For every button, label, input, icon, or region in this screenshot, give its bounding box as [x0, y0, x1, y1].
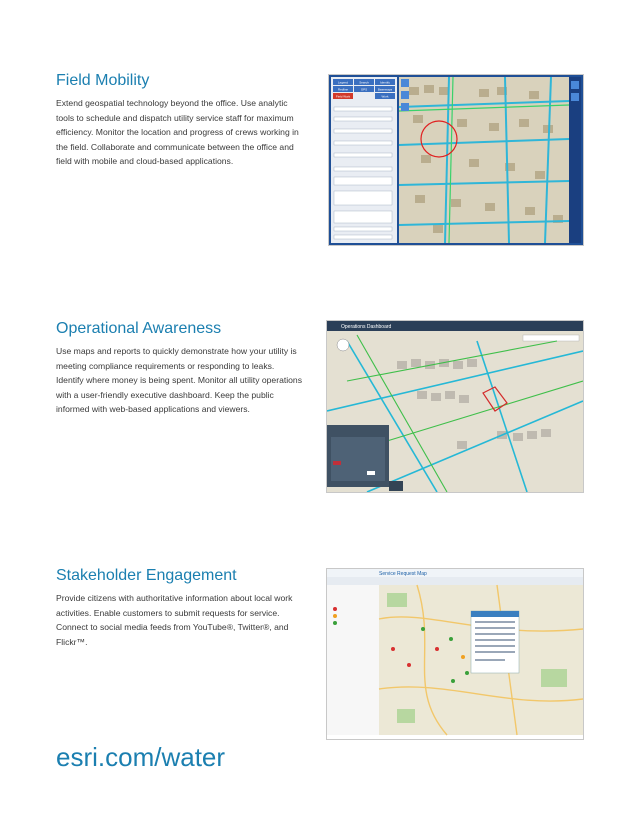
field-tab[interactable]: Work [381, 94, 389, 99]
footer-url-link[interactable]: esri.com/water [56, 742, 226, 772]
field-tab[interactable]: GPS [360, 87, 368, 92]
field-mobility-screenshot [328, 74, 584, 246]
section-body-field-mobility: Extend geospatial technology beyond the office. Use analytic tools to schedule and dispatch utility service staff for maximum efficiency. Monitor the location and progress of crews working in the field. Collaborate and communicate between the office and field with mobile and cloud-based applications. [56, 98, 299, 167]
field-tab[interactable]: Search [359, 80, 369, 85]
section-body-operational-awareness: Use maps and reports to quickly demonstrate how your utility is meeting compliance requirements or responding to leaks. Identify where money is being spent. Monitor all utility operations with a user-friendly executive dashboard. Keep the public informed with web-based applications and viewers. [56, 346, 303, 415]
service-request-map-screenshot [326, 568, 584, 740]
dashboard-title: Operations Dashboard [341, 324, 392, 330]
field-tab[interactable]: Basemaps [377, 87, 393, 92]
operations-dashboard-screenshot [326, 320, 584, 493]
section-title-operational-awareness: Operational Awareness [56, 320, 222, 337]
section-title-stakeholder-engagement: Stakeholder Engagement [56, 567, 237, 584]
operations-dashboard-map [327, 321, 583, 492]
section-title-field-mobility: Field Mobility [56, 72, 150, 89]
section-body-stakeholder-engagement: Provide citizens with authoritative information about local work activities. Enable customers to submit requests for service. Connect to social media feeds from YouTube®, Twitter®, and Flickr™. [56, 593, 293, 647]
field-tab[interactable]: Field Work [335, 94, 351, 99]
field-tab[interactable]: Redline [337, 87, 349, 92]
field-tab[interactable]: Identify [380, 80, 390, 85]
field-mobility-map [329, 75, 583, 245]
service-request-map [327, 569, 583, 739]
field-tab[interactable]: Legend [337, 80, 349, 85]
service-map-title: Service Request Map [379, 571, 427, 577]
